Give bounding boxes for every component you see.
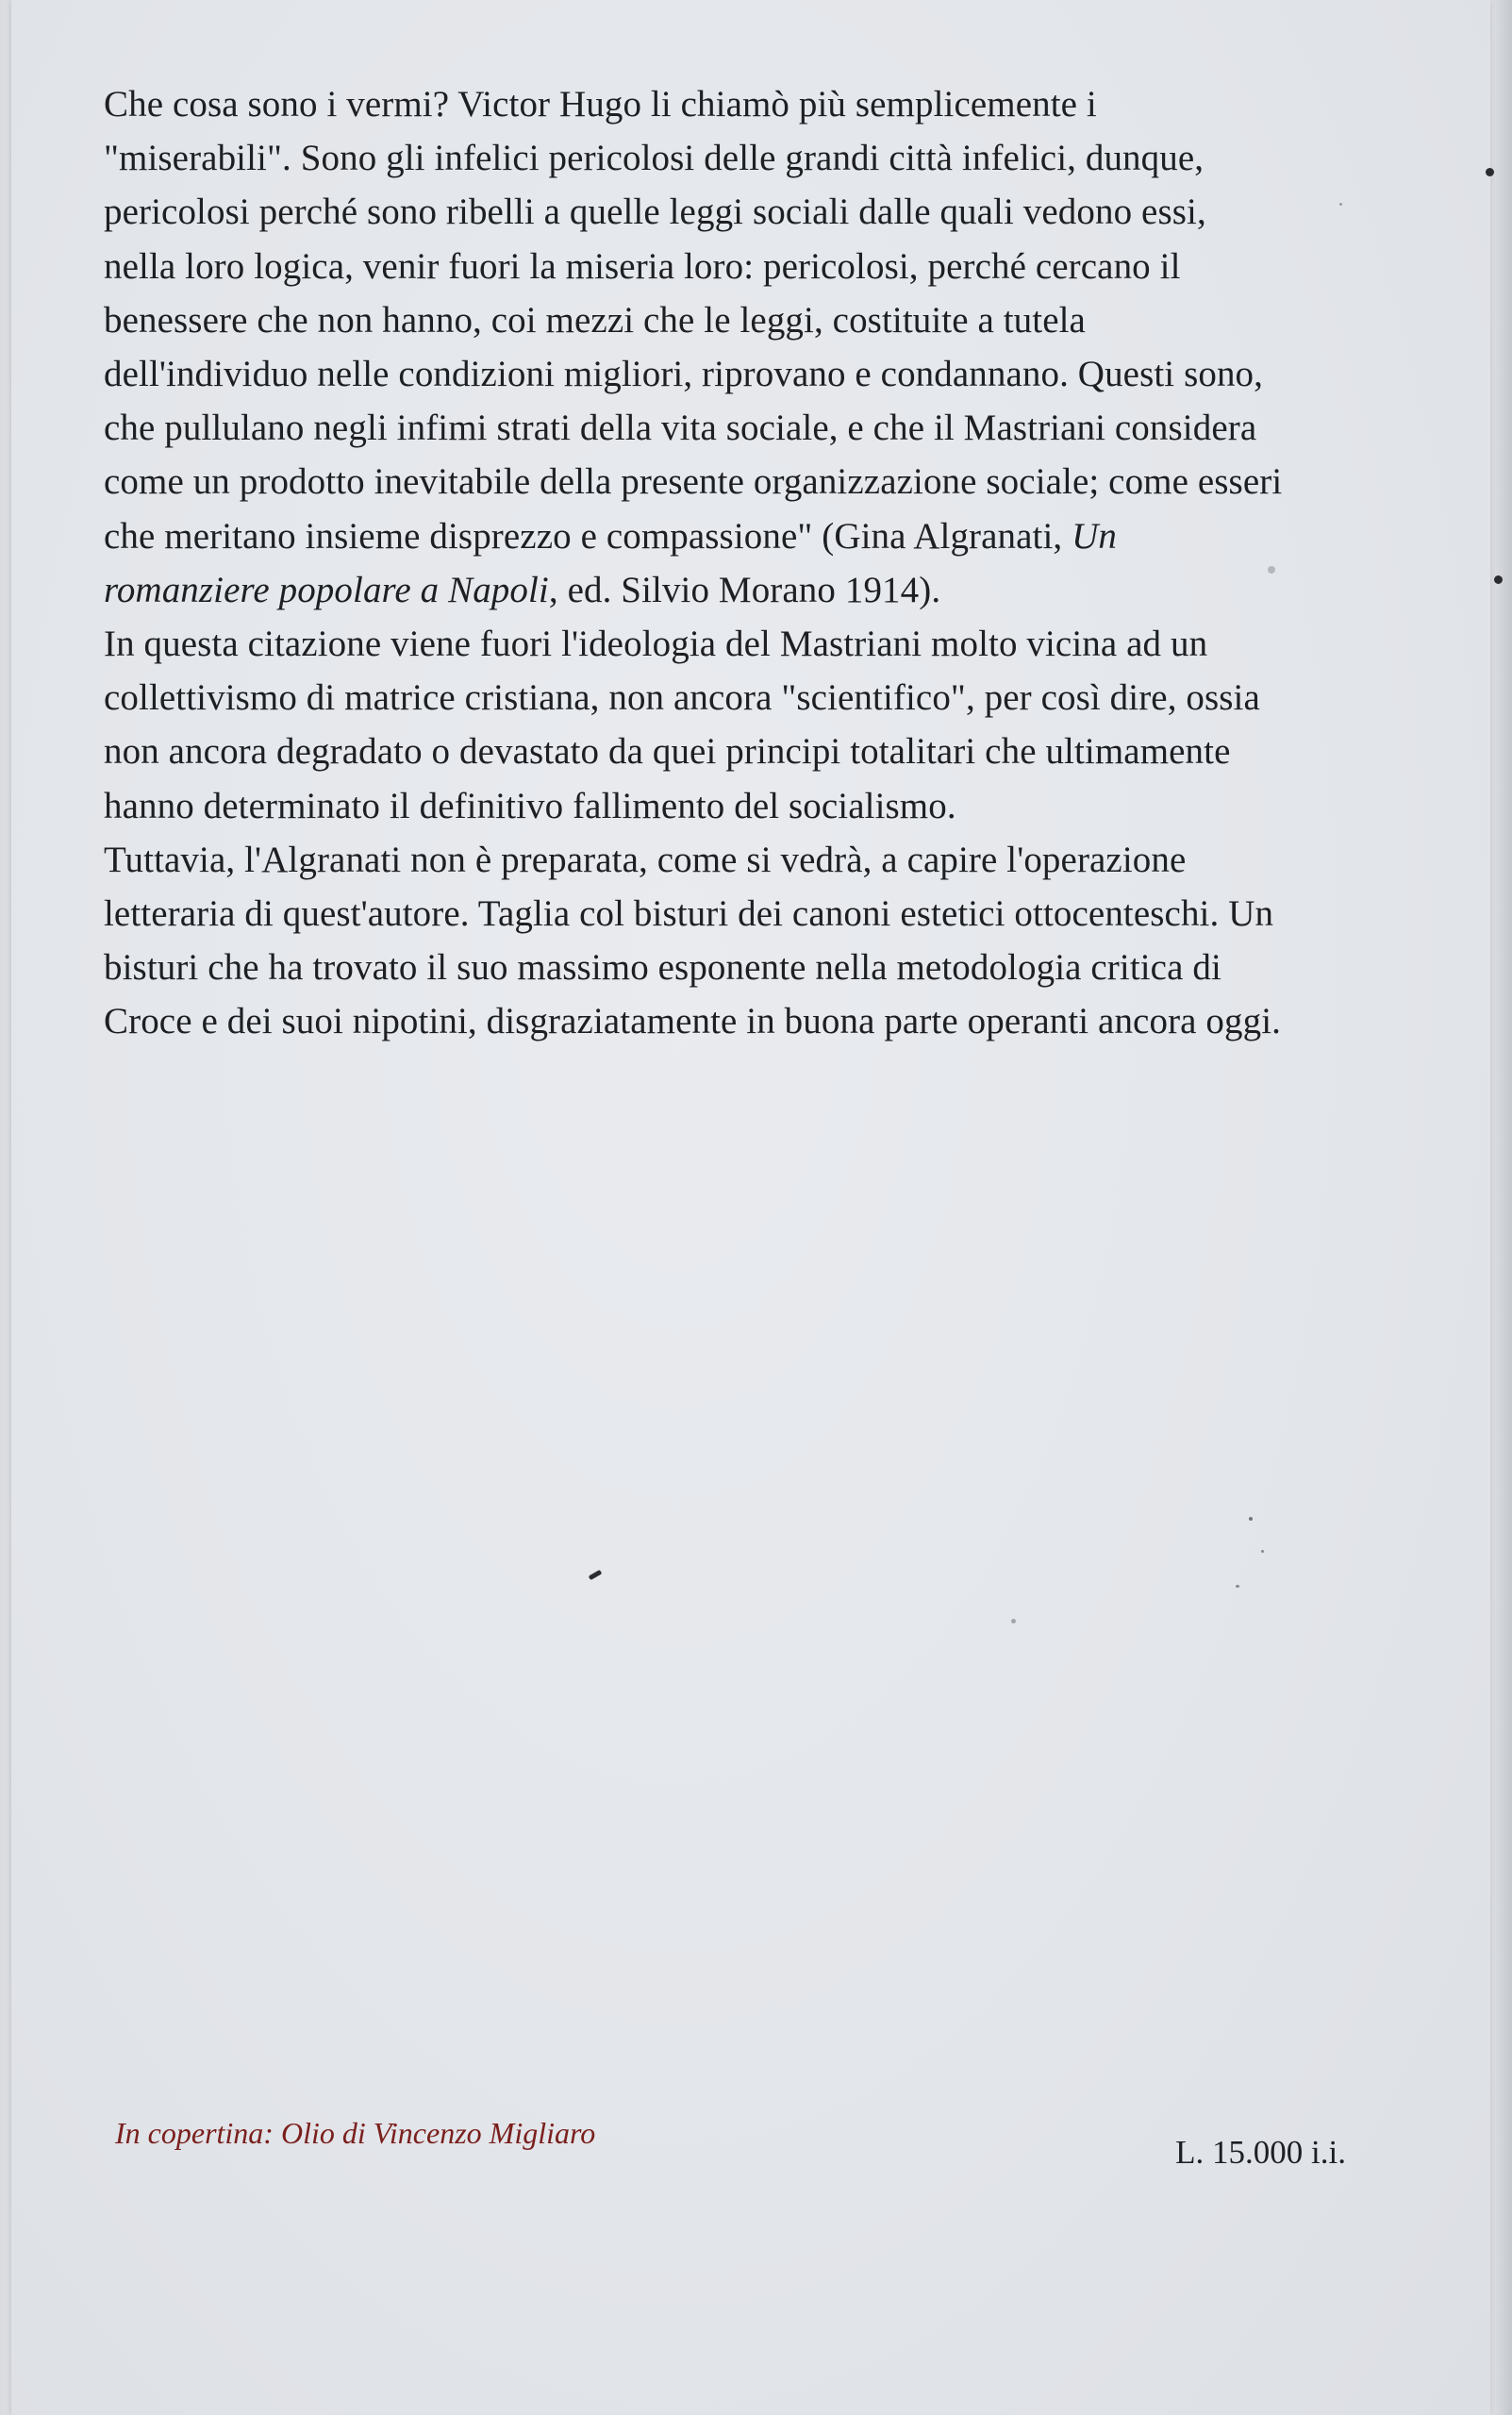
dust-speck [589, 1570, 603, 1580]
cover-art-caption: In copertina: Olio di Vincenzo Migliaro [115, 2116, 596, 2150]
dust-speck [1236, 1585, 1239, 1588]
blurb-paragraph-1 [104, 77, 1283, 617]
blurb-quote-text: Che cosa sono i vermi? Victor Hugo li chiamò più semplicemente i "miserabili". Sono gli infelici pericolosi delle grandi città infelici, dunque, pericolosi perché sono ribelli a quelle leggi sociali dalle quali vedono essi, nella loro logica, venir fuori la miseria loro: pericolosi, perché cercano il benessere che non hanno, coi mezzi che le leggi, costituite a tutela dell'individuo nelle condizioni migliori, riprovano e condannano. Questi sono, che pullulano negli infimi strati della vita sociale, e che il Mastriani considera come un prodotto inevitabile della presente organizzazione sociale; come esseri che meritano insieme disprezzo e compassione" (Gina Algranati, [104, 84, 1283, 557]
dust-speck [1486, 168, 1494, 176]
dust-speck [1249, 1517, 1253, 1521]
cited-book-title: Un romanziere popolare a Napoli [104, 515, 1118, 610]
dust-speck [1261, 1550, 1264, 1553]
back-cover [11, 0, 1490, 2415]
blurb-paragraph-3: Tuttavia, l'Algranati non è preparata, come si vedrà, a capire l'operazione letteraria di quest'autore. Taglia col bisturi dei canoni estetici ottocenteschi. Un bisturi che ha trovato il suo massimo esponente nella metodologia critica di Croce e dei suoi nipotini, disgraziatamente in buona parte operanti ancora oggi. [104, 839, 1282, 1042]
citation-details: , ed. Silvio Morano 1914). [548, 569, 941, 610]
dust-speck [1011, 1619, 1016, 1624]
dust-speck [1494, 575, 1503, 584]
price-label: L. 15.000 i.i. [1175, 2134, 1346, 2171]
dust-speck [1268, 566, 1275, 574]
scan-background-right [1489, 0, 1512, 2415]
blurb-text [104, 77, 1283, 1049]
blurb-paragraph-2: In questa citazione viene fuori l'ideologia del Mastriani molto vicina ad un collettivismo di matrice cristiana, non ancora "scientifico", per così dire, ossia non ancora degradato o devastato da quei principi totalitari che ultimamente hanno determinato il definitivo fallimento del socialismo. [104, 624, 1260, 826]
dust-speck [1339, 203, 1342, 206]
